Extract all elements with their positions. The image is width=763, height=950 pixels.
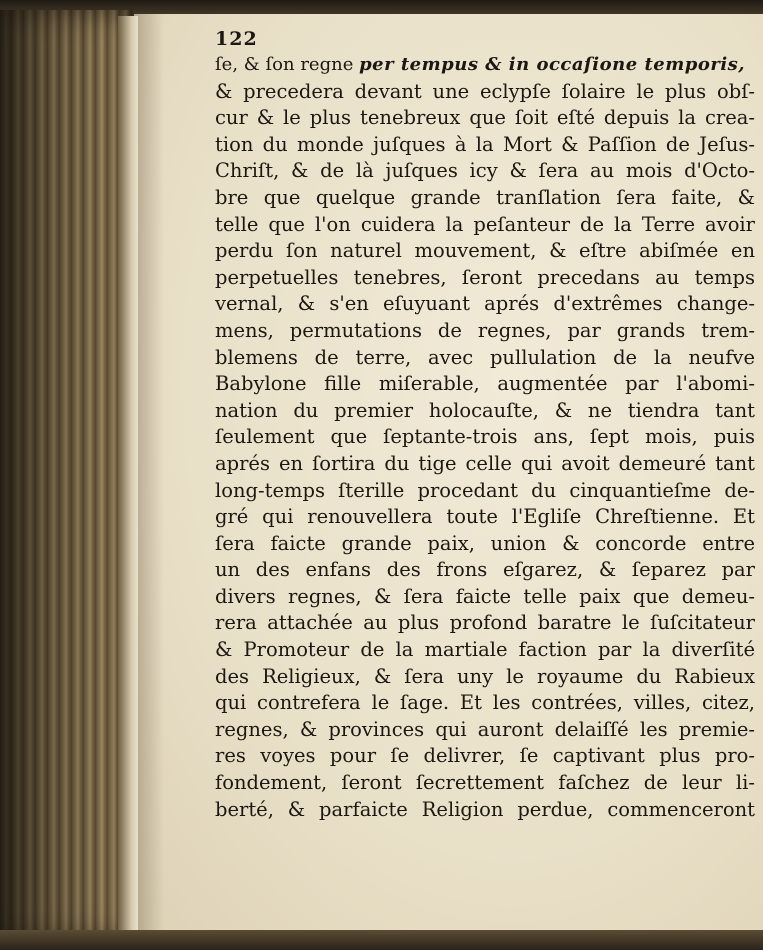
text-line: bre que quelque grande tranſlation ſera faite, & <box>215 185 755 209</box>
text-line: & Promoteur de la martiale faction par la diverſité <box>215 638 755 662</box>
text-line-first <box>215 52 755 79</box>
text-line: long-temps ſterille procedant du cinquantieſme de- <box>215 478 755 502</box>
text-line: telle que l'on cuidera la peſanteur de la Terre avoir <box>215 212 755 236</box>
text-line: perdu ſon naturel mouvement, & eſtre abiſmée en <box>215 239 755 263</box>
book-gutter <box>118 16 138 931</box>
latin-italic-phrase: per tempus & in occaſione temporis, <box>359 54 746 75</box>
text-line: & precedera devant une eclypſe ſolaire le plus obſ- <box>215 79 755 103</box>
text-line: ſera faicte grande paix, union & concorde entre <box>215 531 755 555</box>
page-text <box>215 26 755 823</box>
text-line: divers regnes, & ſera faicte telle paix que demeu- <box>215 584 755 608</box>
text-line: berté, & parfaicte Religion perdue, commenceront <box>215 797 755 821</box>
text-line: cur & le plus tenebreux que ſoit eſté depuis la crea- <box>215 106 755 130</box>
text-line: aprés en ſortira du tige celle qui avoit demeuré tant <box>215 451 755 475</box>
first-line-prefix: ſe, & ſon regne <box>215 54 354 75</box>
text-line: gré qui renouvellera toute l'Egliſe Chreſtienne. Et <box>215 505 755 529</box>
text-line: qui contrefera le ſage. Et les contrées, villes, citez, <box>215 691 755 715</box>
text-line: un des enfans des frons eſgarez, & ſeparez par <box>215 558 755 582</box>
text-line: vernal, & s'en eſuyuant aprés d'extrêmes change- <box>215 292 755 316</box>
text-line: ſeulement que ſeptante-trois ans, ſept mois, puis <box>215 425 755 449</box>
scan-bottom-border <box>0 930 763 950</box>
text-line: blemens de terre, avec pullulation de la neufve <box>215 345 755 369</box>
text-line: fondement, ſeront ſecrettement faſchez de leur li- <box>215 771 755 795</box>
text-line: res voyes pour ſe delivrer, ſe captivant plus pro- <box>215 744 755 768</box>
text-line: des Religieux, & ſera uny le royaume du Rabieux <box>215 664 755 688</box>
page-edges-shadow <box>0 10 135 940</box>
text-line: mens, permutations de regnes, par grands trem- <box>215 318 755 342</box>
text-line: Babylone fille miſerable, augmentée par l'abomi- <box>215 372 755 396</box>
text-line: regnes, & provinces qui auront delaiſſé les premie- <box>215 717 755 741</box>
text-line: nation du premier holocauſte, & ne tiendra tant <box>215 398 755 422</box>
text-line: tion du monde juſques à la Mort & Paſſion de Jeſus- <box>215 132 755 156</box>
page-number: 122 <box>215 28 258 50</box>
text-line: perpetuelles tenebres, ſeront precedans au temps <box>215 265 755 289</box>
text-line: rera attachée au plus profond baratre le ſuſcitateur <box>215 611 755 635</box>
text-line: Chriſt, & de là juſques icy & ſera au mois d'Octo- <box>215 159 755 183</box>
